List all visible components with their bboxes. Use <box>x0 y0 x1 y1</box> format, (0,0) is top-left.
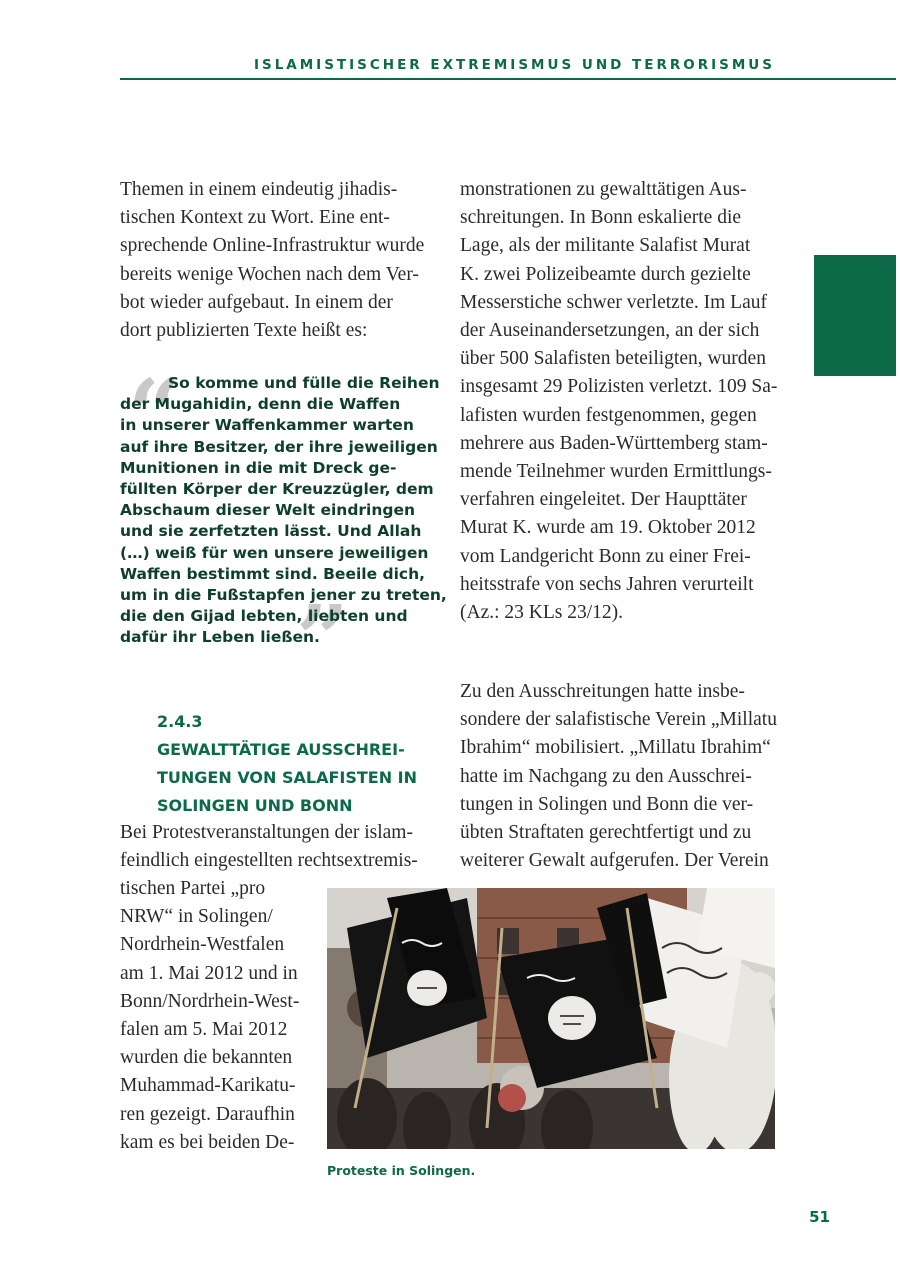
text-line: tischen Kontext zu Wort. Eine ent- <box>120 207 390 229</box>
text-line: Muhammad-Karikatu- <box>120 1075 296 1097</box>
body-paragraph-wide <box>120 819 438 875</box>
text-line: schreitungen. In Bonn eskalierte die <box>460 207 742 229</box>
text-line: GEWALTTÄTIGE AUSSCHREI- <box>157 740 405 759</box>
text-line: Abschaum dieser Welt eindringen <box>120 501 416 520</box>
text-line: TUNGEN VON SALAFISTEN IN <box>157 768 418 787</box>
text-line: mende Teilnehmer wurden Ermittlungs- <box>460 461 772 483</box>
text-line: Themen in einem eindeutig jihadis- <box>120 179 398 200</box>
photo-caption: Proteste in Solingen. <box>327 1163 476 1178</box>
text-line: um in die Fußstapfen jener zu treten, <box>120 586 447 605</box>
text-line: lafisten wurden festgenommen, gegen <box>460 404 757 426</box>
text-line: in unserer Waffenkammer warten <box>120 416 414 435</box>
close-quote-mark: ” <box>296 585 349 693</box>
page-number: 51 <box>809 1208 830 1226</box>
text-line: NRW“ in Solingen/ <box>120 906 273 928</box>
text-line: über 500 Salafisten beteiligten, wurden <box>460 348 766 370</box>
quote-text <box>120 373 450 649</box>
text-line: falen am 5. Mai 2012 <box>120 1019 288 1041</box>
protest-photo <box>327 888 775 1149</box>
open-quote-mark: “ <box>128 359 181 467</box>
text-line: monstrationen zu gewalttätigen Aus- <box>460 179 747 200</box>
text-line: dort publizierten Texte heißt es: <box>120 320 368 342</box>
intro-paragraph <box>120 176 438 345</box>
text-line: feindlich eingestellten rechtsextremis- <box>120 850 418 872</box>
text-line: K. zwei Polizeibeamte durch gezielte <box>460 263 751 285</box>
text-line: auf ihre Besitzer, der ihre jeweiligen <box>120 437 438 456</box>
text-line: der Mugahidin, denn die Waffen <box>120 395 401 414</box>
chapter-tab-marker <box>814 255 896 376</box>
text-line: Lage, als der militante Salafist Murat <box>460 235 751 257</box>
header-rule <box>120 78 896 80</box>
text-line: sprechende Online-Infrastruktur wurde <box>120 235 425 257</box>
text-line: Bei Protestveranstaltungen der islam- <box>120 822 413 843</box>
text-line: der Auseinandersetzungen, an der sich <box>460 320 760 342</box>
text-line: mehrere aus Baden-Württemberg stam- <box>460 432 768 454</box>
right-paragraph-1 <box>460 176 778 627</box>
text-line: Ibrahim“ mobilisiert. „Millatu Ibrahim“ <box>460 737 771 759</box>
running-header: ISLAMISTISCHER EXTREMISMUS UND TERRORISMUS <box>253 57 775 73</box>
text-line: am 1. Mai 2012 und in <box>120 962 298 984</box>
pull-quote <box>120 359 450 693</box>
text-line: Messerstiche schwer verletzte. Im Lauf <box>460 291 767 313</box>
text-line: kam es bei beiden De- <box>120 1131 295 1153</box>
text-line: wurden die bekannten <box>120 1047 293 1069</box>
text-line: Waffen bestimmt sind. Beeile dich, <box>120 564 426 583</box>
text-line: die den Gijad lebten, liebten und <box>120 607 408 626</box>
text-line: Bonn/Nordrhein-West- <box>120 990 300 1012</box>
text-line: So komme und fülle die Reihen <box>168 374 440 392</box>
section-number: 2.4.3 <box>157 712 203 731</box>
text-line: dafür ihr Leben ließen. <box>120 628 320 647</box>
section-heading <box>157 708 447 820</box>
text-line: und sie zerfetzten lässt. Und Allah <box>120 522 422 541</box>
text-line: tungen in Solingen und Bonn die ver- <box>460 793 754 815</box>
text-line: tischen Partei „pro <box>120 878 266 899</box>
text-line: (…) weiß für wen unsere jeweiligen <box>120 543 429 562</box>
text-line: vom Landgericht Bonn zu einer Frei- <box>460 545 751 567</box>
text-line: bereits wenige Wochen nach dem Ver- <box>120 263 419 285</box>
text-line: Nordrhein-Westfalen <box>120 934 285 956</box>
text-line: Murat K. wurde am 19. Oktober 2012 <box>460 517 756 539</box>
body-paragraph-narrow <box>120 875 300 1157</box>
text-line: (Az.: 23 KLs 23/12). <box>460 602 624 624</box>
text-line: hatte im Nachgang zu den Ausschrei- <box>460 765 752 787</box>
text-line: weiterer Gewalt aufgerufen. Der Verein <box>460 850 769 872</box>
text-line: verfahren eingeleitet. Der Haupttäter <box>460 489 747 511</box>
text-line: SOLINGEN UND BONN <box>157 796 353 815</box>
right-paragraph-2 <box>460 678 778 875</box>
text-line: heitsstrafe von sechs Jahren verurteilt <box>460 573 754 595</box>
text-line: insgesamt 29 Polizisten verletzt. 109 Sa- <box>460 376 778 398</box>
text-line: ren gezeigt. Daraufhin <box>120 1103 295 1125</box>
section-title <box>157 736 447 820</box>
text-line: bot wieder aufgebaut. In einem der <box>120 291 393 313</box>
text-line: sondere der salafistische Verein „Millatu <box>460 709 777 731</box>
text-line: Zu den Ausschreitungen hatte insbe- <box>460 681 745 702</box>
text-line: Munitionen in die mit Dreck ge- <box>120 458 397 477</box>
text-line: übten Straftaten gerechtfertigt und zu <box>460 822 752 844</box>
text-line: füllten Körper der Kreuzzügler, dem <box>120 480 434 499</box>
